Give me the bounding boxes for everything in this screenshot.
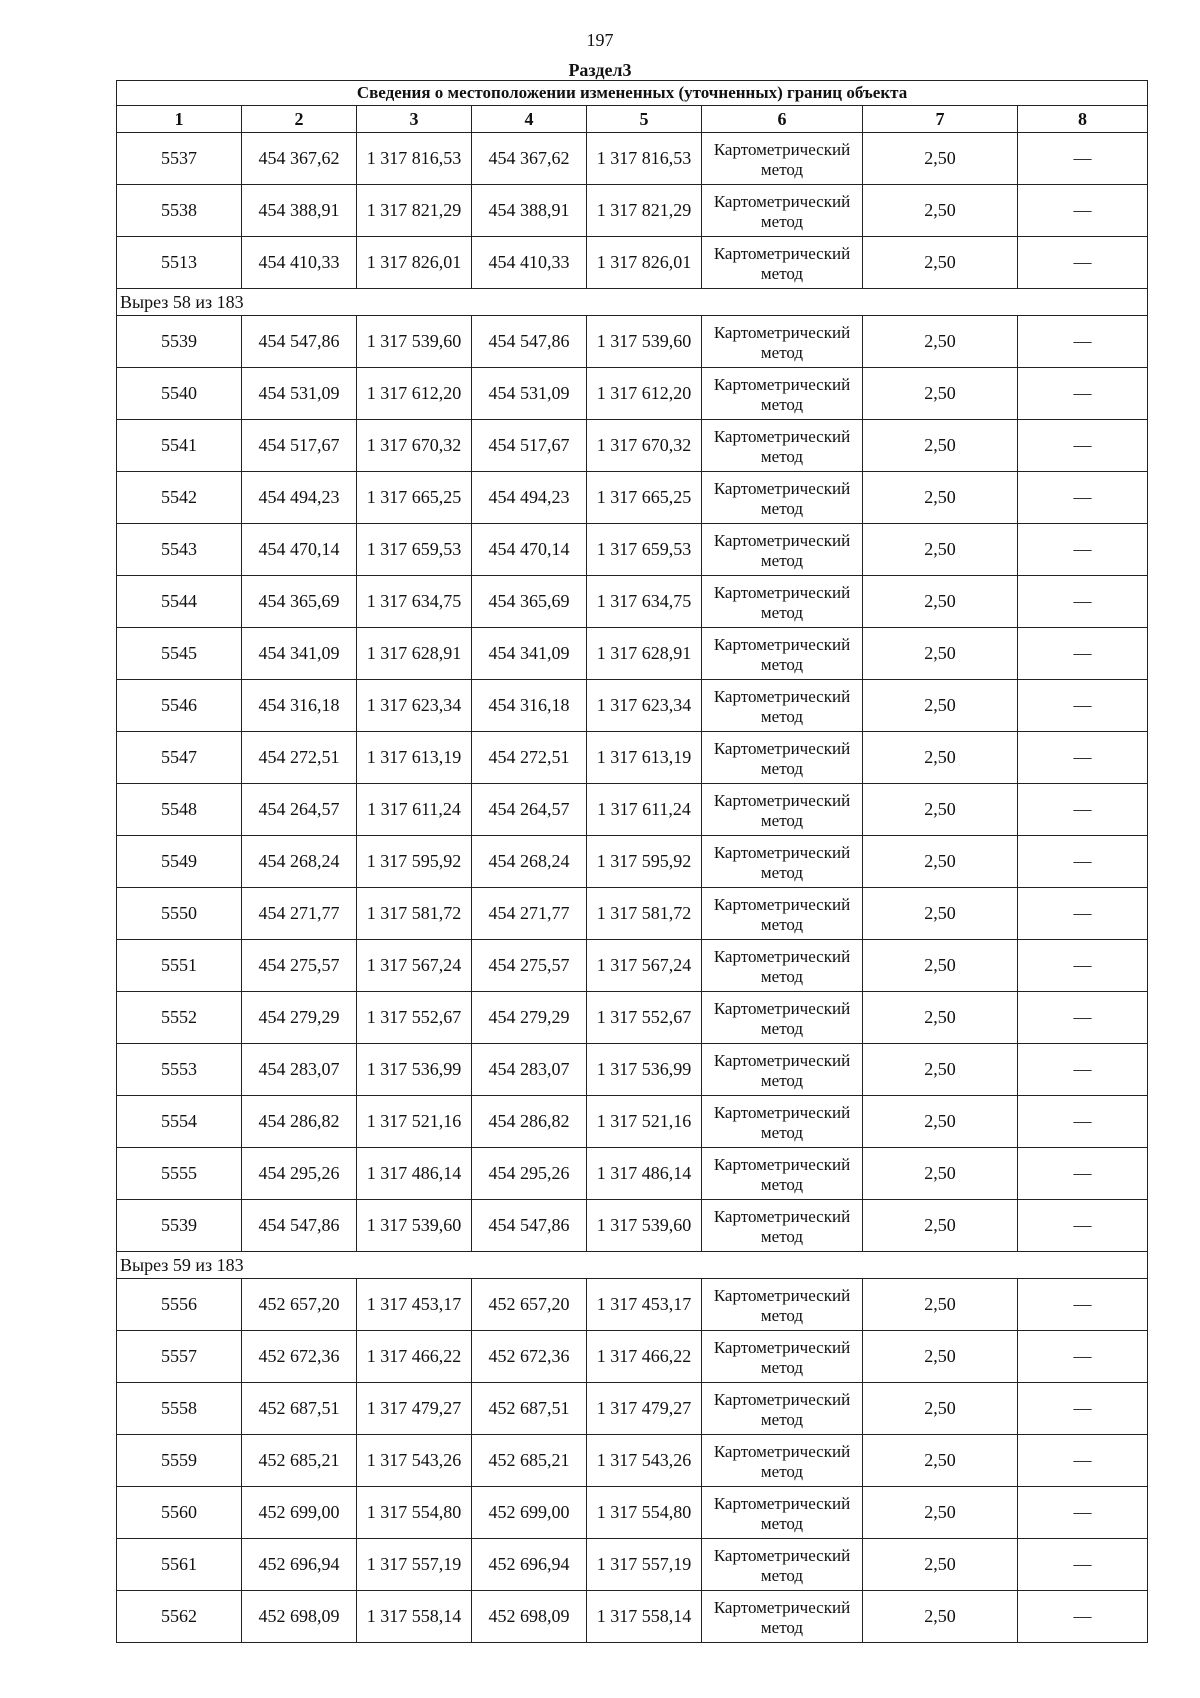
x-old-cell: 454 547,86 <box>242 316 357 368</box>
note-cell: — <box>1018 1591 1148 1643</box>
method-cell: Картометрический метод <box>702 237 863 289</box>
accuracy-cell: 2,50 <box>863 628 1018 680</box>
y-old-cell: 1 317 558,14 <box>357 1591 472 1643</box>
y-new-cell: 1 317 670,32 <box>587 420 702 472</box>
accuracy-cell: 2,50 <box>863 524 1018 576</box>
table-row <box>117 1279 1148 1331</box>
method-cell: Картометрический метод <box>702 628 863 680</box>
x-old-cell: 454 388,91 <box>242 185 357 237</box>
table-row <box>117 940 1148 992</box>
table-row <box>117 185 1148 237</box>
y-old-cell: 1 317 821,29 <box>357 185 472 237</box>
y-new-cell: 1 317 486,14 <box>587 1148 702 1200</box>
x-old-cell: 454 268,24 <box>242 836 357 888</box>
x-new-cell: 452 685,21 <box>472 1435 587 1487</box>
note-cell: — <box>1018 1044 1148 1096</box>
note-cell: — <box>1018 784 1148 836</box>
point-number-cell: 5558 <box>117 1383 242 1435</box>
method-cell: Картометрический метод <box>702 1383 863 1435</box>
accuracy-cell: 2,50 <box>863 1279 1018 1331</box>
y-old-cell: 1 317 581,72 <box>357 888 472 940</box>
x-old-cell: 454 517,67 <box>242 420 357 472</box>
y-old-cell: 1 317 634,75 <box>357 576 472 628</box>
method-cell: Картометрический метод <box>702 1591 863 1643</box>
y-old-cell: 1 317 453,17 <box>357 1279 472 1331</box>
x-old-cell: 452 672,36 <box>242 1331 357 1383</box>
table-row <box>117 680 1148 732</box>
accuracy-cell: 2,50 <box>863 1096 1018 1148</box>
y-new-cell: 1 317 554,80 <box>587 1487 702 1539</box>
accuracy-cell: 2,50 <box>863 732 1018 784</box>
point-number-cell: 5545 <box>117 628 242 680</box>
accuracy-cell: 2,50 <box>863 1539 1018 1591</box>
cutout-group-row <box>117 1252 1148 1279</box>
y-new-cell: 1 317 611,24 <box>587 784 702 836</box>
y-new-cell: 1 317 536,99 <box>587 1044 702 1096</box>
accuracy-cell: 2,50 <box>863 576 1018 628</box>
method-cell: Картометрический метод <box>702 784 863 836</box>
y-old-cell: 1 317 611,24 <box>357 784 472 836</box>
note-cell: — <box>1018 133 1148 185</box>
y-new-cell: 1 317 453,17 <box>587 1279 702 1331</box>
x-new-cell: 454 279,29 <box>472 992 587 1044</box>
x-new-cell: 452 699,00 <box>472 1487 587 1539</box>
x-new-cell: 452 687,51 <box>472 1383 587 1435</box>
x-old-cell: 454 286,82 <box>242 1096 357 1148</box>
coordinates-table <box>116 80 1148 1643</box>
table-row <box>117 628 1148 680</box>
point-number-cell: 5562 <box>117 1591 242 1643</box>
y-old-cell: 1 317 536,99 <box>357 1044 472 1096</box>
accuracy-cell: 2,50 <box>863 1044 1018 1096</box>
table-row <box>117 732 1148 784</box>
x-new-cell: 454 365,69 <box>472 576 587 628</box>
note-cell: — <box>1018 1148 1148 1200</box>
note-cell: — <box>1018 185 1148 237</box>
y-old-cell: 1 317 665,25 <box>357 472 472 524</box>
y-old-cell: 1 317 628,91 <box>357 628 472 680</box>
note-cell: — <box>1018 1435 1148 1487</box>
method-cell: Картометрический метод <box>702 1200 863 1252</box>
x-new-cell: 454 295,26 <box>472 1148 587 1200</box>
accuracy-cell: 2,50 <box>863 1435 1018 1487</box>
accuracy-cell: 2,50 <box>863 1383 1018 1435</box>
table-row <box>117 1487 1148 1539</box>
method-cell: Картометрический метод <box>702 368 863 420</box>
x-old-cell: 454 316,18 <box>242 680 357 732</box>
method-cell: Картометрический метод <box>702 1148 863 1200</box>
method-cell: Картометрический метод <box>702 1096 863 1148</box>
note-cell: — <box>1018 1539 1148 1591</box>
column-header: 4 <box>472 106 587 133</box>
x-new-cell: 454 341,09 <box>472 628 587 680</box>
method-cell: Картометрический метод <box>702 1044 863 1096</box>
x-old-cell: 454 295,26 <box>242 1148 357 1200</box>
y-old-cell: 1 317 521,16 <box>357 1096 472 1148</box>
method-cell: Картометрический метод <box>702 992 863 1044</box>
point-number-cell: 5552 <box>117 992 242 1044</box>
x-new-cell: 454 547,86 <box>472 316 587 368</box>
method-cell: Картометрический метод <box>702 680 863 732</box>
y-new-cell: 1 317 613,19 <box>587 732 702 784</box>
section-title: Раздел3 <box>568 60 632 80</box>
x-old-cell: 454 283,07 <box>242 1044 357 1096</box>
method-cell: Картометрический метод <box>702 420 863 472</box>
accuracy-cell: 2,50 <box>863 1200 1018 1252</box>
point-number-cell: 5560 <box>117 1487 242 1539</box>
y-old-cell: 1 317 539,60 <box>357 316 472 368</box>
point-number-cell: 5537 <box>117 133 242 185</box>
x-new-cell: 454 275,57 <box>472 940 587 992</box>
y-old-cell: 1 317 486,14 <box>357 1148 472 1200</box>
table-caption: Сведения о местоположении измененных (уточненных) границ объекта <box>117 81 1148 106</box>
cutout-label: Вырез 59 из 183 <box>117 1252 1148 1279</box>
method-cell: Картометрический метод <box>702 524 863 576</box>
table-row <box>117 524 1148 576</box>
point-number-cell: 5549 <box>117 836 242 888</box>
method-cell: Картометрический метод <box>702 836 863 888</box>
accuracy-cell: 2,50 <box>863 1331 1018 1383</box>
table-row <box>117 420 1148 472</box>
point-number-cell: 5539 <box>117 1200 242 1252</box>
cutout-group-row <box>117 289 1148 316</box>
x-old-cell: 452 696,94 <box>242 1539 357 1591</box>
y-new-cell: 1 317 521,16 <box>587 1096 702 1148</box>
y-new-cell: 1 317 557,19 <box>587 1539 702 1591</box>
accuracy-cell: 2,50 <box>863 680 1018 732</box>
y-old-cell: 1 317 543,26 <box>357 1435 472 1487</box>
point-number-cell: 5542 <box>117 472 242 524</box>
x-old-cell: 452 699,00 <box>242 1487 357 1539</box>
table-row <box>117 1539 1148 1591</box>
note-cell: — <box>1018 1331 1148 1383</box>
accuracy-cell: 2,50 <box>863 420 1018 472</box>
note-cell: — <box>1018 628 1148 680</box>
x-old-cell: 452 657,20 <box>242 1279 357 1331</box>
y-old-cell: 1 317 659,53 <box>357 524 472 576</box>
note-cell: — <box>1018 836 1148 888</box>
x-old-cell: 454 367,62 <box>242 133 357 185</box>
x-new-cell: 454 547,86 <box>472 1200 587 1252</box>
table-row <box>117 1096 1148 1148</box>
y-old-cell: 1 317 826,01 <box>357 237 472 289</box>
y-new-cell: 1 317 623,34 <box>587 680 702 732</box>
y-new-cell: 1 317 665,25 <box>587 472 702 524</box>
accuracy-cell: 2,50 <box>863 888 1018 940</box>
y-new-cell: 1 317 634,75 <box>587 576 702 628</box>
accuracy-cell: 2,50 <box>863 992 1018 1044</box>
y-new-cell: 1 317 558,14 <box>587 1591 702 1643</box>
accuracy-cell: 2,50 <box>863 133 1018 185</box>
x-old-cell: 454 494,23 <box>242 472 357 524</box>
column-header: 3 <box>357 106 472 133</box>
note-cell: — <box>1018 1200 1148 1252</box>
x-new-cell: 454 494,23 <box>472 472 587 524</box>
x-new-cell: 454 264,57 <box>472 784 587 836</box>
method-cell: Картометрический метод <box>702 1331 863 1383</box>
table-row <box>117 316 1148 368</box>
method-cell: Картометрический метод <box>702 1539 863 1591</box>
y-old-cell: 1 317 612,20 <box>357 368 472 420</box>
table-row <box>117 992 1148 1044</box>
note-cell: — <box>1018 732 1148 784</box>
point-number-cell: 5513 <box>117 237 242 289</box>
y-new-cell: 1 317 466,22 <box>587 1331 702 1383</box>
accuracy-cell: 2,50 <box>863 472 1018 524</box>
note-cell: — <box>1018 940 1148 992</box>
column-header: 2 <box>242 106 357 133</box>
note-cell: — <box>1018 1279 1148 1331</box>
x-new-cell: 454 286,82 <box>472 1096 587 1148</box>
x-old-cell: 454 264,57 <box>242 784 357 836</box>
y-new-cell: 1 317 659,53 <box>587 524 702 576</box>
column-header: 1 <box>117 106 242 133</box>
table-row <box>117 784 1148 836</box>
y-new-cell: 1 317 581,72 <box>587 888 702 940</box>
x-new-cell: 452 698,09 <box>472 1591 587 1643</box>
x-new-cell: 454 388,91 <box>472 185 587 237</box>
accuracy-cell: 2,50 <box>863 237 1018 289</box>
y-old-cell: 1 317 567,24 <box>357 940 472 992</box>
y-new-cell: 1 317 821,29 <box>587 185 702 237</box>
method-cell: Картометрический метод <box>702 1487 863 1539</box>
point-number-cell: 5550 <box>117 888 242 940</box>
x-new-cell: 454 410,33 <box>472 237 587 289</box>
x-old-cell: 454 272,51 <box>242 732 357 784</box>
x-old-cell: 454 341,09 <box>242 628 357 680</box>
table-row <box>117 836 1148 888</box>
table-row <box>117 1148 1148 1200</box>
column-header: 5 <box>587 106 702 133</box>
point-number-cell: 5548 <box>117 784 242 836</box>
y-old-cell: 1 317 466,22 <box>357 1331 472 1383</box>
x-new-cell: 454 283,07 <box>472 1044 587 1096</box>
x-old-cell: 452 687,51 <box>242 1383 357 1435</box>
note-cell: — <box>1018 524 1148 576</box>
x-new-cell: 454 367,62 <box>472 133 587 185</box>
table-row <box>117 1435 1148 1487</box>
y-new-cell: 1 317 816,53 <box>587 133 702 185</box>
table-row <box>117 1200 1148 1252</box>
y-old-cell: 1 317 552,67 <box>357 992 472 1044</box>
method-cell: Картометрический метод <box>702 732 863 784</box>
note-cell: — <box>1018 992 1148 1044</box>
table-row <box>117 1383 1148 1435</box>
y-old-cell: 1 317 613,19 <box>357 732 472 784</box>
y-new-cell: 1 317 479,27 <box>587 1383 702 1435</box>
x-old-cell: 454 531,09 <box>242 368 357 420</box>
x-new-cell: 454 531,09 <box>472 368 587 420</box>
page-number: 197 <box>586 30 614 50</box>
accuracy-cell: 2,50 <box>863 784 1018 836</box>
x-old-cell: 454 470,14 <box>242 524 357 576</box>
x-new-cell: 454 470,14 <box>472 524 587 576</box>
point-number-cell: 5555 <box>117 1148 242 1200</box>
point-number-cell: 5561 <box>117 1539 242 1591</box>
cutout-label: Вырез 58 из 183 <box>117 289 1148 316</box>
note-cell: — <box>1018 888 1148 940</box>
note-cell: — <box>1018 420 1148 472</box>
table-row <box>117 368 1148 420</box>
method-cell: Картометрический метод <box>702 576 863 628</box>
point-number-cell: 5543 <box>117 524 242 576</box>
y-old-cell: 1 317 554,80 <box>357 1487 472 1539</box>
table-row <box>117 888 1148 940</box>
x-new-cell: 454 316,18 <box>472 680 587 732</box>
table-body <box>117 133 1148 1643</box>
y-old-cell: 1 317 816,53 <box>357 133 472 185</box>
column-header: 6 <box>702 106 863 133</box>
x-new-cell: 454 271,77 <box>472 888 587 940</box>
accuracy-cell: 2,50 <box>863 1591 1018 1643</box>
y-new-cell: 1 317 595,92 <box>587 836 702 888</box>
x-old-cell: 454 271,77 <box>242 888 357 940</box>
table-row <box>117 237 1148 289</box>
table-row <box>117 1591 1148 1643</box>
note-cell: — <box>1018 237 1148 289</box>
method-cell: Картометрический метод <box>702 1279 863 1331</box>
point-number-cell: 5554 <box>117 1096 242 1148</box>
method-cell: Картометрический метод <box>702 185 863 237</box>
y-new-cell: 1 317 826,01 <box>587 237 702 289</box>
column-header: 7 <box>863 106 1018 133</box>
note-cell: — <box>1018 472 1148 524</box>
method-cell: Картометрический метод <box>702 888 863 940</box>
x-old-cell: 454 275,57 <box>242 940 357 992</box>
point-number-cell: 5544 <box>117 576 242 628</box>
note-cell: — <box>1018 1096 1148 1148</box>
point-number-cell: 5557 <box>117 1331 242 1383</box>
y-new-cell: 1 317 543,26 <box>587 1435 702 1487</box>
point-number-cell: 5553 <box>117 1044 242 1096</box>
accuracy-cell: 2,50 <box>863 316 1018 368</box>
point-number-cell: 5551 <box>117 940 242 992</box>
method-cell: Картометрический метод <box>702 316 863 368</box>
method-cell: Картометрический метод <box>702 940 863 992</box>
point-number-cell: 5556 <box>117 1279 242 1331</box>
note-cell: — <box>1018 680 1148 732</box>
x-old-cell: 454 410,33 <box>242 237 357 289</box>
note-cell: — <box>1018 316 1148 368</box>
method-cell: Картометрический метод <box>702 472 863 524</box>
y-old-cell: 1 317 623,34 <box>357 680 472 732</box>
point-number-cell: 5559 <box>117 1435 242 1487</box>
x-new-cell: 454 272,51 <box>472 732 587 784</box>
point-number-cell: 5538 <box>117 185 242 237</box>
x-old-cell: 452 685,21 <box>242 1435 357 1487</box>
point-number-cell: 5547 <box>117 732 242 784</box>
x-old-cell: 454 547,86 <box>242 1200 357 1252</box>
point-number-cell: 5546 <box>117 680 242 732</box>
method-cell: Картометрический метод <box>702 133 863 185</box>
x-old-cell: 452 698,09 <box>242 1591 357 1643</box>
table-row <box>117 1044 1148 1096</box>
y-old-cell: 1 317 557,19 <box>357 1539 472 1591</box>
note-cell: — <box>1018 1383 1148 1435</box>
table-row <box>117 1331 1148 1383</box>
y-old-cell: 1 317 670,32 <box>357 420 472 472</box>
note-cell: — <box>1018 1487 1148 1539</box>
column-header: 8 <box>1018 106 1148 133</box>
accuracy-cell: 2,50 <box>863 836 1018 888</box>
accuracy-cell: 2,50 <box>863 940 1018 992</box>
y-new-cell: 1 317 552,67 <box>587 992 702 1044</box>
accuracy-cell: 2,50 <box>863 1148 1018 1200</box>
y-new-cell: 1 317 539,60 <box>587 1200 702 1252</box>
x-old-cell: 454 279,29 <box>242 992 357 1044</box>
x-new-cell: 454 517,67 <box>472 420 587 472</box>
y-new-cell: 1 317 612,20 <box>587 368 702 420</box>
y-old-cell: 1 317 479,27 <box>357 1383 472 1435</box>
y-new-cell: 1 317 567,24 <box>587 940 702 992</box>
y-old-cell: 1 317 595,92 <box>357 836 472 888</box>
table-row <box>117 472 1148 524</box>
accuracy-cell: 2,50 <box>863 1487 1018 1539</box>
point-number-cell: 5540 <box>117 368 242 420</box>
table-row <box>117 576 1148 628</box>
note-cell: — <box>1018 368 1148 420</box>
y-old-cell: 1 317 539,60 <box>357 1200 472 1252</box>
note-cell: — <box>1018 576 1148 628</box>
y-new-cell: 1 317 628,91 <box>587 628 702 680</box>
x-old-cell: 454 365,69 <box>242 576 357 628</box>
x-new-cell: 452 672,36 <box>472 1331 587 1383</box>
accuracy-cell: 2,50 <box>863 185 1018 237</box>
x-new-cell: 452 696,94 <box>472 1539 587 1591</box>
accuracy-cell: 2,50 <box>863 368 1018 420</box>
y-new-cell: 1 317 539,60 <box>587 316 702 368</box>
point-number-cell: 5539 <box>117 316 242 368</box>
table-row <box>117 133 1148 185</box>
x-new-cell: 454 268,24 <box>472 836 587 888</box>
point-number-cell: 5541 <box>117 420 242 472</box>
x-new-cell: 452 657,20 <box>472 1279 587 1331</box>
method-cell: Картометрический метод <box>702 1435 863 1487</box>
